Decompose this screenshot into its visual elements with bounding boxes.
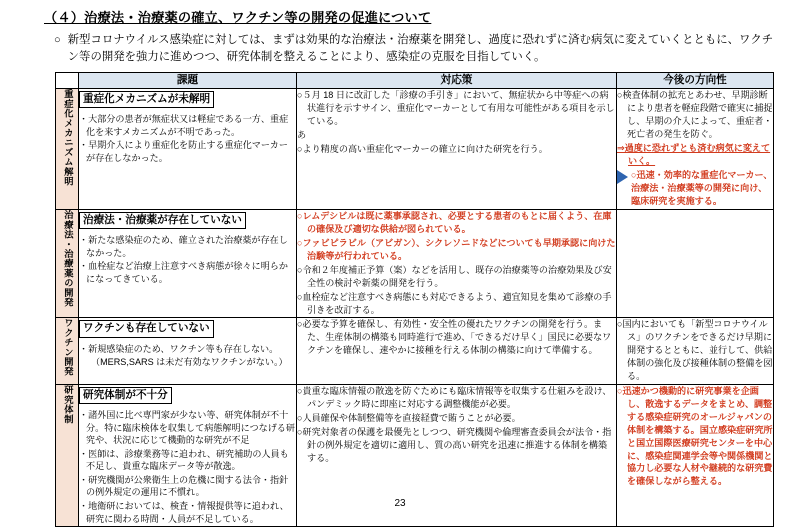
table-head [56, 73, 774, 89]
action-cell [297, 210, 617, 318]
issue-bullet-list [79, 113, 296, 164]
table-header-row [56, 73, 774, 89]
list-item: （MERS,SARS は未だ有効なワクチンがない。） [91, 357, 288, 368]
action-list [297, 385, 616, 464]
action-text: ○５月 18 日に改訂した「診療の手引き」において、無症状から中等症への病状進行を示すサイン、重症化マーカーとして有用な可能性がある項目を示している。 [297, 90, 615, 126]
action-list [297, 318, 616, 357]
future-list [617, 210, 773, 223]
list-item: ○血栓症など注意すべき病態にも対応できるよう、適宜知見を集めて診療の手引きを改訂する。 [297, 291, 612, 315]
column-header-action: 対応策 [297, 73, 617, 89]
action-list [297, 210, 616, 316]
group-label-text: 治療法・治療薬の開発 [62, 210, 73, 308]
list-item: ・諸外国に比べ専門家が少ない等、研究体制が不十分。特に臨床検体を収集して病態解明につなげる研究や、状況に応じて機動的な研究が不足 [79, 410, 295, 446]
list-item: ○貴重な臨床情報の散逸を防ぐためにも臨床情報等を収集する仕組みを設け、パンデミック時に即座に対応する調整機能が必要。 [297, 385, 612, 409]
group-label-text: ワクチン開発 [62, 318, 73, 377]
list-item [297, 89, 616, 128]
page-number: 23 [394, 498, 406, 509]
group-label-cell [56, 318, 79, 385]
list-item: ・早期介入により重症化を防止する重症化マーカーが存在しなかった。 [79, 140, 288, 163]
page-title: （４）治療法・治療薬の確立、ワクチン等の開発の促進について [44, 10, 432, 25]
list-item: ○迅速かつ機動的に研究事業を企画し、散逸するデータをまとめ、調整する感染症研究のオールジャパンの体制を構築する。国立感染症研究所と国立国際医療研究センターを中心に、感染症関連学会等や関係機関と協力し必要な人材や継続的な研究費を確保しながら整える。 [617, 385, 773, 487]
group-label-text: 重症化メカニズム解明 [62, 89, 73, 187]
issue-title: ワクチンも存在していない [79, 320, 214, 337]
list-item: ・大部分の患者が無症状又は軽症である一方、重症化を来すメカニズムが不明であった。 [79, 114, 289, 137]
table-row [56, 318, 774, 385]
triangle-right-arrow-icon [617, 170, 628, 184]
issue-bullet-list [79, 343, 296, 369]
group-label-cell [56, 89, 79, 210]
group-label-text: 研究体制 [62, 384, 73, 424]
future-list [617, 385, 773, 488]
issue-cell [79, 89, 297, 210]
issue-bullet-list [79, 234, 296, 285]
column-header-group [56, 73, 79, 89]
table-body [56, 89, 774, 527]
future-cell [617, 210, 774, 318]
list-item: ○ファビピラビル（アビガン）、シクレソニドなどについても早期承認に向けた治験等が行われている。 [297, 238, 616, 261]
column-header-issue: 課題 [79, 73, 297, 89]
list-item: ○検査体制の拡充とあわせ、早期診断により患者を軽症段階で確実に捕捉し、早期の介入によって、重症者・死亡者の発生を防ぐ。 [617, 90, 773, 139]
list-item: ○研究対象者の保護を最優先としつつ、研究機関や倫理審査委員会が法令・指針の例外規定を適切に適用し、質の高い研究を迅速に推進する体制を構築する。 [297, 426, 612, 463]
issue-action-direction-table [55, 72, 774, 527]
arrow-caption: ○迅速・効率的な重症化マーカー、治療法・治療薬等の開発に向け、臨床研究を実施する。 [631, 170, 773, 207]
issue-cell [79, 318, 297, 385]
lead-paragraph [54, 32, 776, 66]
list-item: ・血栓症など治療上注意すべき病態が徐々に明らかになってきている。 [79, 261, 288, 284]
list-item: ・地衛研においては、検査・情報提供等に追われ、研究に関わる時間・人員が不足している。 [79, 500, 289, 524]
list-item: ・医師は、診療業務等に追われ、研究補助の人員も不足し、貴重な臨床データ等が散逸。 [79, 448, 289, 472]
action-list [297, 89, 616, 156]
issue-title: 治療法・治療薬が存在していない [79, 212, 246, 229]
issue-cell [79, 210, 297, 318]
list-item: ・新たな感染症のため、確立された治療薬が存在しなかった。 [79, 235, 288, 258]
list-item: ・研究機関が公衆衛生上の危機に関する法令・指針の例外規定の運用に不慣れ。 [79, 474, 289, 498]
list-item: ○レムデシビルは既に薬事承認され、必要とする患者のもとに届くよう、在庫の確保及び適切な供給が図られている。 [297, 211, 612, 235]
column-header-future: 今後の方向性 [617, 73, 774, 89]
list-item-emphasis: ⇒過度に恐れずとも済む病気に変えていく。 [617, 142, 771, 166]
table-row [56, 210, 774, 318]
list-item: ○令和２年度補正予算（案）などを活用し、既存の治療薬等の治療効果及び安全性の検討や新薬の開発を行う。 [297, 264, 612, 288]
list-item: ○国内においても「新型コロナウイルス」のワクチンをできるだけ早期に開発するとともに、並行して、供給体制の強化及び接種体制の整備を図る。 [617, 319, 773, 382]
future-list [617, 318, 773, 383]
list-item: ○人員確保や体制整備等を直接経費で賄うことが必要。 [297, 412, 521, 423]
document-page [0, 9, 800, 524]
list-item: ○より精度の高い重症化マーカーの確立に向けた研究を行う。 [297, 143, 548, 154]
lead-paragraph-text: 新型コロナウイルス感染症に対しては、まずは効果的な治療法・治療薬を開発し、過度に恐れずに済む病気に変えていくとともに、ワクチン等の開発を強力に進めつつ、研究体制を整えることにより、感染症の克服を目指していく。 [67, 33, 774, 63]
table-row [56, 89, 774, 210]
future-list [617, 89, 773, 167]
list-item-spacer: あ [297, 129, 307, 140]
matrix-table-wrapper [55, 72, 773, 527]
action-cell [297, 89, 617, 210]
group-label-cell [56, 210, 79, 318]
future-cell [617, 89, 774, 210]
list-item-placeholder [617, 210, 773, 223]
list-item: ・新規感染症のため、ワクチン等も存在しない。 [79, 343, 279, 354]
lead-bullet-marker: ○ [54, 33, 61, 46]
future-cell [617, 318, 774, 385]
issue-title: 重症化メカニズムが未解明 [79, 91, 214, 108]
direction-arrow-row [617, 169, 773, 208]
list-item: ○必要な予算を確保し、有効性・安全性の優れたワクチンの開発を行う。また、生産体制の構築も同時進行で進め、「できるだけ早く」国民に必要なワクチンを確保し、速やかに接種を行える体制の構築に向けて準備する。 [297, 319, 612, 356]
issue-title: 研究体制が不十分 [79, 387, 172, 404]
action-cell [297, 318, 617, 385]
